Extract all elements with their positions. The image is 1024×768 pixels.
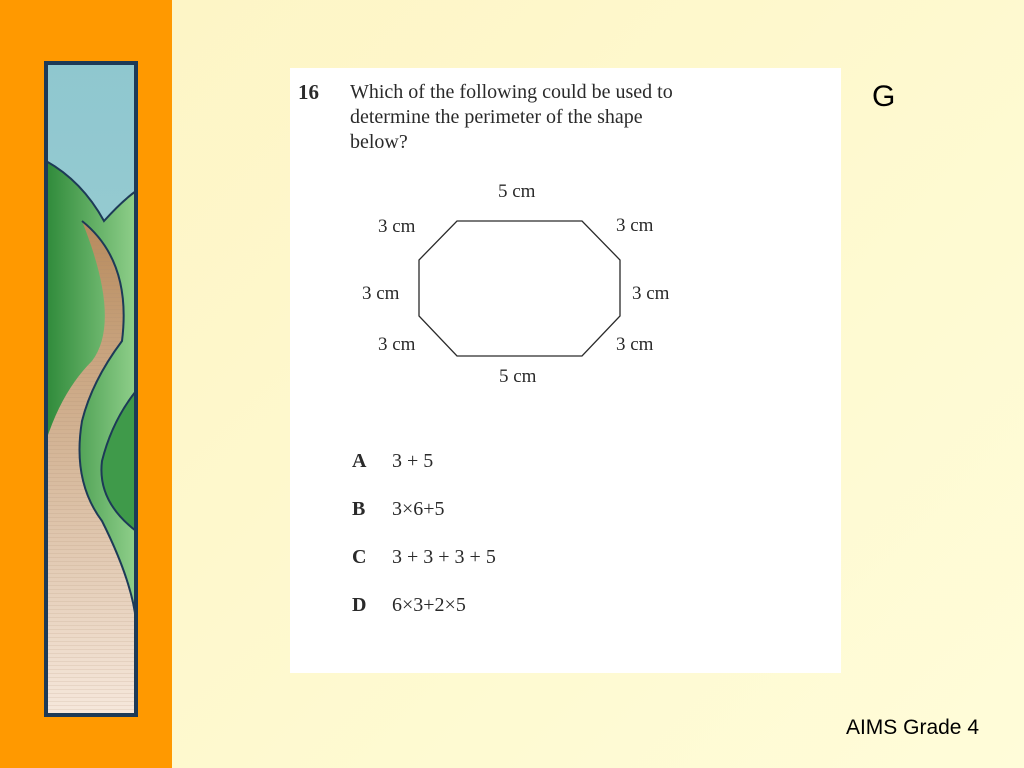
left-side-label: 3 cm [362, 283, 400, 304]
question-text [350, 80, 750, 155]
choice-expression: 3 + 3 + 3 + 5 [392, 546, 496, 568]
question-number: 16 [298, 80, 319, 104]
choice-expression: 6×3+2×5 [392, 594, 466, 616]
choice-letter: D [352, 594, 367, 616]
landscape-banner-illustration [42, 61, 140, 717]
question-text-line: determine the perimeter of the shape [350, 106, 643, 128]
top-side-label: 5 cm [498, 181, 536, 202]
choice-letter: C [352, 546, 367, 568]
choice-expression: 3 + 5 [392, 450, 434, 472]
upper-left-side-label: 3 cm [378, 216, 416, 237]
question-text-line: below? [350, 131, 408, 153]
octagon-shape [419, 221, 620, 356]
lower-left-side-label: 3 cm [378, 334, 416, 355]
answer-key-label: G [872, 80, 896, 113]
octagon-figure [350, 176, 690, 396]
lower-right-side-label: 3 cm [616, 334, 654, 355]
upper-right-side-label: 3 cm [616, 215, 654, 236]
question-card [290, 68, 841, 673]
choice-letter: A [352, 450, 367, 472]
bottom-side-label: 5 cm [499, 366, 537, 387]
choice-letter: B [352, 498, 366, 520]
footer-label: AIMS Grade 4 [845, 716, 979, 739]
question-text-line: Which of the following could be used to [350, 81, 673, 103]
choice-expression: 3×6+5 [392, 498, 445, 520]
right-side-label: 3 cm [632, 283, 670, 304]
